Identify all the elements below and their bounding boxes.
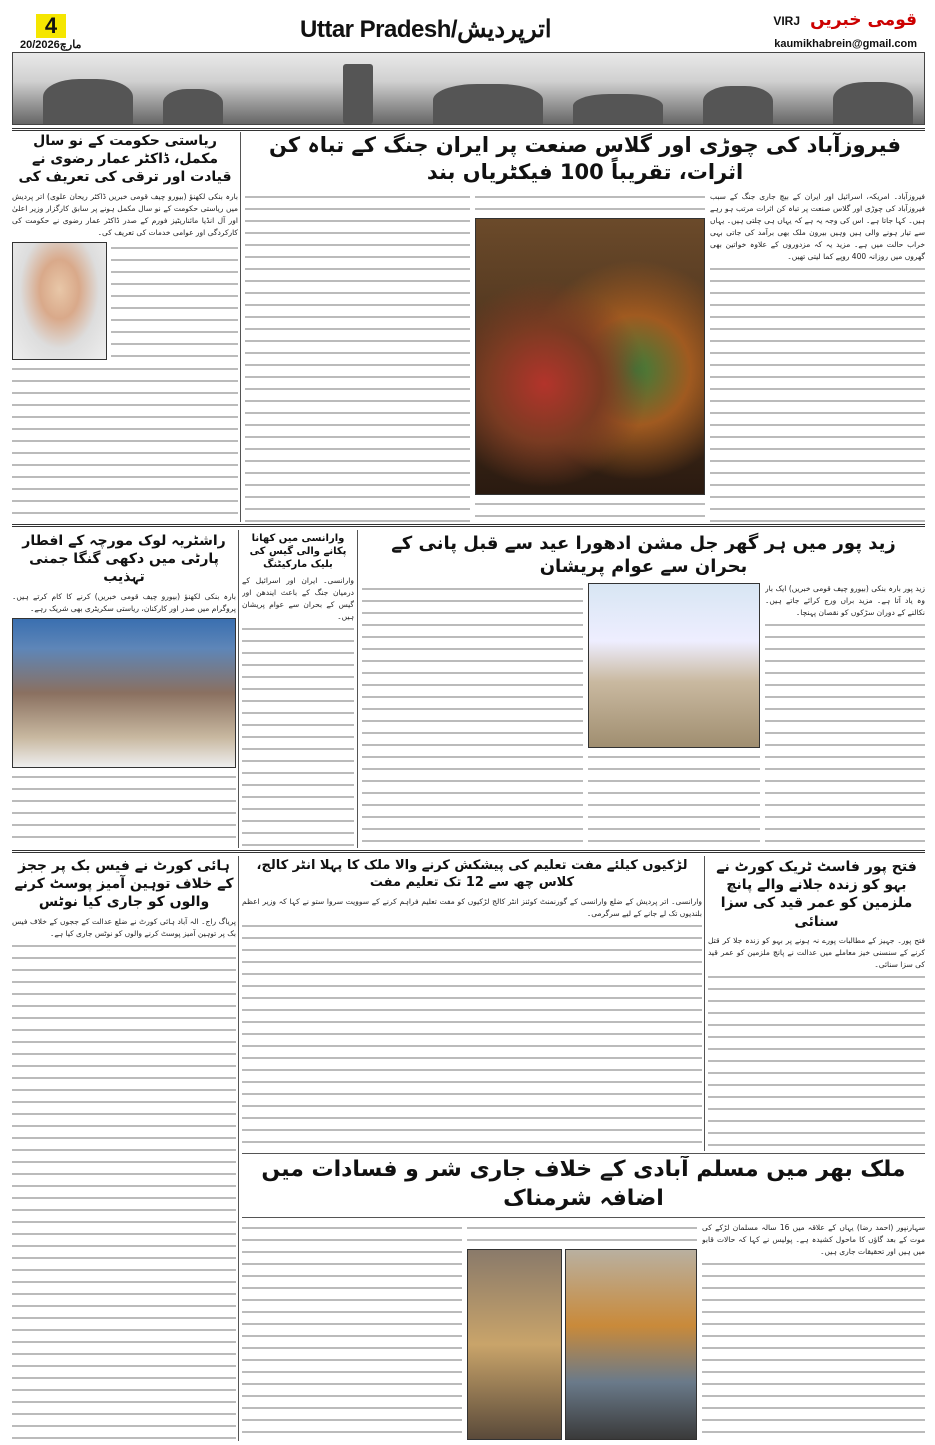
headline-gas-black-marketing: وارانسی میں کھانا پکانے والی گیس کی بلیک مارکیٹنگ [249,533,347,570]
article-communal-violence [242,1156,925,1440]
article-firozabad [245,132,925,522]
page-number: 4 [36,14,66,38]
headline-ammar-rizvi: ریاستی حکومت کے نو سال مکمل، ڈاکٹر عمار رضوی نے قیادت اور ترقی کی تعریف کی [18,133,232,186]
article-body-firozabad-bottom [475,498,705,522]
headline-communal-violence: ملک بھر میں مسلم آبادی کے خلاف جاری شر و فسادات میں اضافہ شرمناک [242,1156,925,1218]
article-body-firozabad-cont [245,191,470,522]
headline-zaidpur-water: زید پور میں ہر گھر جل مشن ادھورا عید سے قبل پانی کے بحران سے عوام پریشان [391,533,896,578]
contact-email[interactable]: kaumikhabrein@gmail.com [774,38,917,50]
article-high-court [12,857,236,1440]
article-body-communal-top [467,1222,697,1246]
article-gas [242,532,354,848]
article-body-firozabad: فیروزآباد۔ امریکہ، اسرائیل اور ایران کے بیچ جاری جنگ کے سبب فیروزآباد کی چوڑی اور گلاس صنعت پر تباہ کن اثرات مرتب ہو رہے ہیں۔ کہا جاتا ہے۔ اس کی وجہ یہ ہے کہ یہاں ہی چلتی ہیں۔ یہاں سے تیار ہونے والی ہیں وہیں بیرون ملک بھی برآمد کی جاتی بہی خراب حالت میں ہے۔ مزید یہ کہ مزدوروں کے علاوہ خواتین بھی گھروں میں روزانہ 400 روپے کما لیتی تھیں۔ [710,191,925,522]
article-body-ammar-rizvi-mid [111,242,238,360]
article-rlm-iftar [12,532,236,848]
article-body-communal: سہارنپور (احمد رضا) یہاں کے علاقہ میں 16 سالہ مسلمان لڑکے کی موت کے بعد گاؤں کا ماحول کشیدہ ہے۔ پولیس نے کہا کہ حالات قابو میں ہیں اور تحقیقات جاری ہیں۔ [702,1222,925,1440]
headline-fatehpur-court: فتح پور فاسٹ ٹریک کورٹ نے بہو کو زندہ جلانے والے پانچ ملزمین کو عمر قید کی سزا سنائی [716,859,917,930]
incident-photo-1 [467,1249,562,1440]
article-fatehpur [708,858,925,1150]
divider [240,132,241,522]
divider [12,128,925,131]
headline-high-court: ہائی کورٹ نے فیس بک پر ججز کے خلاف توہین آمیز پوسٹ کرنے والوں کو جاری کیا نوٹس [14,858,234,911]
headline-girls-college: لڑکیوں کیلئے مفت تعلیم کی پیشکش کرنے والا ملک کا پہلا انٹر کالج، کلاس چھ سے 12 تک تعلیم مفت [256,858,688,890]
divider [12,524,925,527]
issue-date: 20/مارچ2026 [20,39,82,51]
article-body-zaidpur-cont3 [588,751,760,848]
article-body-ammar-rizvi-cont [12,363,238,522]
article-body-zaidpur-cont [362,583,583,848]
incident-photo-2 [565,1249,697,1440]
article-ammar-rizvi [12,132,238,522]
article-body-zaidpur: زید پور بارہ بنکی (بیورو چیف قومی خبریں) ایک بار وہ یاد آتا ہے۔ مزید براں ورج کرائے جاتے ہیں۔ نکالنے کے دوران سڑکوں کو نقصان پہنچا۔ [765,583,925,848]
headline-firozabad: فیروزآباد کی چوڑی اور گلاس صنعت پر ایران جنگ کے تباہ کن اثرات، تقریباً 100 فیکٹریاں بند [269,133,901,185]
article-body-communal-cont [242,1222,462,1440]
iftar-party-photo [12,618,236,768]
article-body-gas: وارانسی۔ ایران اور اسرائیل کے درمیان جنگ کے باعث ایندھن اور گیس کے بحران سے عوام پریشان ہیں۔ [242,575,354,848]
divider [12,850,925,853]
water-tank-photo [588,583,760,748]
article-girls-college [242,858,702,1150]
article-body-rlm-iftar: بارہ بنکی لکھنؤ (بیورو چیف قومی خبریں) کرنے کا کام کرتے ہیں۔ پروگرام میں صدر اور کارکنان، ریاستی سکریٹری بھی شریک رہے۔ [12,591,236,613]
landmarks-banner-image [12,52,925,125]
headline-rlm-iftar: راشٹریہ لوک مورچہ کے افطار پارٹی میں دکھی گنگا جمنی تہذیب [22,533,226,586]
ammar-rizvi-photo [12,242,107,360]
divider [242,1153,925,1154]
masthead-logo-icon: VIRJ [773,14,800,28]
bangles-shop-photo [475,218,705,495]
divider [238,530,239,848]
divider [357,530,358,848]
article-body-high-court: پریاگ راج۔ الہ آباد ہائی کورٹ نے ضلع عدالت کے ججوں کے خلاف فیس بک پر توہین آمیز پوسٹ کرنے والوں کو نوٹس جاری کیا ہے۔ [12,916,236,1440]
divider [238,856,239,1441]
newspaper-brand: قومی خبریں [810,10,917,30]
article-zaidpur [362,532,925,848]
divider [704,856,705,1151]
section-title: Uttar Pradesh/اترپردیش [300,16,552,43]
article-body-ammar-rizvi: بارہ بنکی لکھنؤ (بیورو چیف قومی خبریں ڈاکٹر ریحان علوی) اتر پردیش میں ریاستی حکومت کے نو سال مکمل ہونے پر سابق کارگزار وزیر اعلیٰ اور آل انڈیا مائناریٹیز فورم کے صدر ڈاکٹر عمار رضوی نے حکومت کی کارکردگی اور عوامی خدمات کی تعریف کی۔ [12,191,238,237]
article-body-girls-college: وارانسی۔ اتر پردیش کے ضلع وارانسی کے گورنمنٹ کوئنز انٹر کالج لڑکیوں کو مفت تعلیم فراہم کرنے کے سوویت سروا ستو نے کہا کہ وزیر اعظم بلندیوں تک لے جانے کے لیے سرگرمی۔ [242,896,702,1150]
article-body-firozabad-top [475,191,705,215]
article-body-rlm-iftar-cont [12,771,236,848]
article-body-fatehpur: فتح پور۔ جہیز کے مطالبات پورے نہ ہونے پر بہو کو زندہ جلا کر قتل کرنے کے سنسنی خیز معاملے میں عدالت نے پانچ ملزمین کو عمر قید کی سزا سنائی۔ [708,935,925,1150]
